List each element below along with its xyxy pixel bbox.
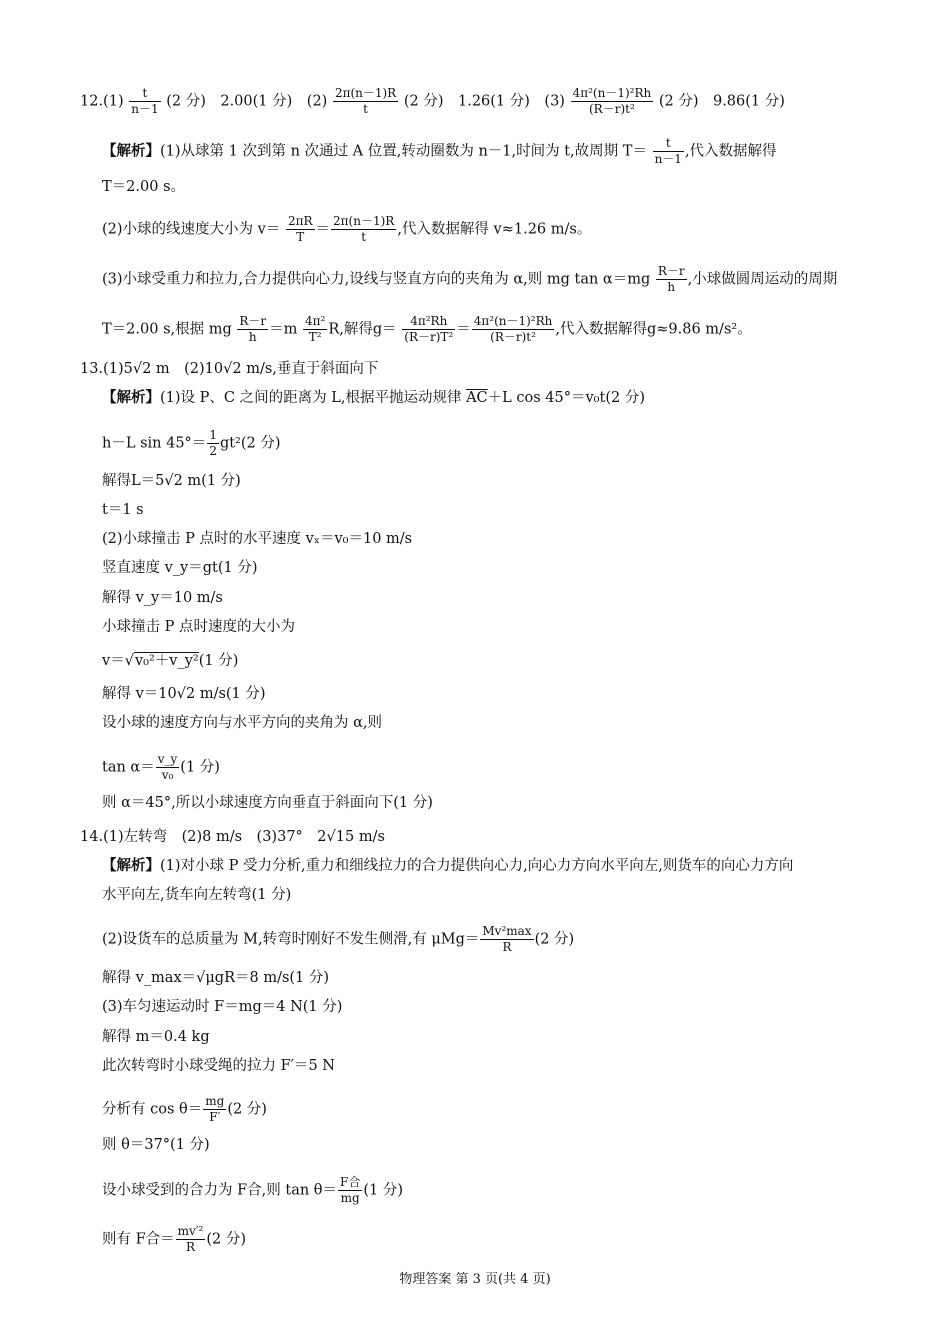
text: v＝√	[102, 653, 134, 669]
text: 则有 F合＝	[102, 1231, 175, 1248]
text: ,代入数据解得g≈9.86 m/s²。	[555, 321, 752, 338]
text: (2)小球的线速度大小为 v＝	[102, 221, 281, 238]
q14-analysis-line4: 解得 v_max＝√μgR＝8 m/s(1 分)	[102, 970, 330, 986]
text: ＋L cos 45°＝v₀t(2 分)	[487, 390, 645, 406]
text: (1)从球第 1 次到第 n 次通过 A 位置,转动圈数为 n－1,时间为 t,故周期 T＝	[160, 143, 647, 160]
q13-answer-line: 13.(1)5√2 m (2)10√2 m/s,垂直于斜面向下	[80, 361, 379, 377]
q14-analysis-line9: 则 θ＝37°(1 分)	[102, 1137, 210, 1153]
q12-analysis-line1	[102, 136, 777, 167]
fraction: $\frac{\text{mv′²}}{R}$	[177, 1224, 204, 1254]
q13-analysis-line13: 则 α＝45°,所以小球速度方向垂直于斜面向下(1 分)	[102, 795, 433, 811]
q14-analysis-line5: (3)车匀速运动时 F＝mg＝4 N(1 分)	[102, 999, 343, 1015]
fraction: $\frac{t}{n-1}$	[654, 136, 682, 166]
q14-analysis-line7: 此次转弯时小球受绳的拉力 F′＝5 N	[102, 1058, 335, 1074]
q14-analysis-line6: 解得 m＝0.4 kg	[102, 1029, 210, 1045]
text: ,代入数据解得	[684, 143, 777, 160]
q13-analysis-line10: 解得 v＝10√2 m/s(1 分)	[102, 686, 266, 702]
text: (2 分)	[206, 1231, 247, 1248]
q13-analysis-line4: t＝1 s	[102, 502, 144, 518]
fraction: $\frac{\text{4π²(n－1)²Rh}}{\text{(R－r)t²}}$	[572, 86, 652, 116]
q12-analysis-line3: (2)小球的线速度大小为 v＝ $\frac{2\pi R}{T}$ ＝ $\frac{2\pi(n-1)R}{t}$ ,代入数据解得 v≈1.26 m/s。	[102, 214, 592, 244]
text: (1)对小球 P 受力分析,重力和细线拉力的合力提供向心力,向心力方向水平向左,则货车的向心力方向	[160, 858, 794, 874]
q13-analysis-line11: 设小球的速度方向与水平方向的夹角为 α,则	[102, 715, 383, 731]
q13-analysis-line12	[102, 752, 220, 783]
text: (2)设货车的总质量为 M,转弯时刚好不发生侧滑,有 μMg＝	[102, 931, 480, 948]
text: ＝m	[269, 321, 298, 338]
fraction: $\frac{\text{4π²}}{\text{T²}}$	[305, 314, 326, 344]
q12-answer-part1: 12.(1)	[80, 93, 124, 110]
fraction: Mv²max R	[482, 924, 532, 954]
fraction: $\frac{\text{4π²Rh}}{\text{(R－r)T²}}$	[404, 314, 454, 344]
q14-analysis-line8	[102, 1094, 267, 1125]
fraction: $\frac{\text{4π²(n－1)²Rh}}{\text{(R－r)t²}}$	[473, 314, 553, 344]
fraction: $\frac{R-r}{h}$	[239, 314, 267, 344]
text: 设小球受到的合力为 F合,则 tan θ＝	[102, 1182, 338, 1199]
q12-analysis-line2: T＝2.00 s。	[102, 179, 186, 195]
text: gt²(2 分)	[219, 435, 281, 452]
q12-answer-part4: (2 分) 9.86(1 分)	[658, 93, 785, 110]
fraction: $\frac{2\pi(n-1)R}{t}$	[333, 214, 395, 244]
q13-analysis-line9	[102, 650, 238, 672]
q13-analysis-line5: (2)小球撞击 P 点时的水平速度 vₓ＝v₀＝10 m/s	[102, 531, 413, 547]
text: ,小球做圆周运动的周期	[687, 271, 838, 288]
text: h－L sin 45°＝	[102, 435, 207, 452]
q14-analysis-line3	[102, 924, 574, 955]
q13-analysis-line6: 竖直速度 v_y＝gt(1 分)	[102, 560, 258, 576]
fraction: F合 mg	[340, 1175, 361, 1205]
fraction: $\frac{t}{n-1}$	[131, 86, 159, 116]
text: (2 分)	[227, 1101, 267, 1118]
analysis-tag: 【解析】	[102, 390, 160, 406]
analysis-tag: 【解析】	[102, 143, 160, 160]
q13-analysis-line7: 解得 v_y＝10 m/s	[102, 590, 223, 606]
text: (3)小球受重力和拉力,合力提供向心力,设线与竖直方向的夹角为 α,则 mg tan α＝mg	[102, 271, 651, 288]
text: tan α＝	[102, 759, 155, 776]
text: (1 分)	[198, 653, 239, 669]
fraction: $\frac{1}{2}$	[209, 428, 217, 458]
q12-analysis-line4	[102, 264, 837, 295]
fraction: $\frac{2\pi(n-1)R}{t}$	[334, 86, 397, 116]
fraction: $\frac{R-r}{h}$	[657, 264, 685, 294]
analysis-tag: 【解析】	[102, 858, 160, 874]
q14-analysis-line1	[102, 855, 793, 877]
text: (1 分)	[363, 1182, 404, 1199]
fraction: $\frac{2\pi R}{T}$	[287, 214, 313, 244]
q12-answer-line	[80, 86, 785, 117]
q13-analysis-line1	[102, 387, 645, 409]
text: (2 分)	[534, 931, 575, 948]
q13-analysis-line8: 小球撞击 P 点时速度的大小为	[102, 619, 295, 635]
q14-answer-line: 14.(1)左转弯 (2)8 m/s (3)37° 2√15 m/s	[80, 829, 385, 845]
radicand: v₀²＋v_y²	[134, 653, 199, 669]
q12-analysis-line5: T＝2.00 s,根据 mg $\frac{R-r}{h}$ ＝m $\frac{\text{4π²}}{\text{T²}}$ R,解得g＝ $\frac{\text{4π²Rh}}{\text{(R－r)T²}}$ ＝ $\frac{\text{4π²(n－1)²Rh}}{\text{(R－r)t²}}$ ,代入数据解得g≈9.86 m/s²。	[102, 314, 752, 344]
segment-ac: $\overline{AC}$	[466, 390, 488, 406]
q14-analysis-line11	[102, 1224, 246, 1255]
fraction: $\frac{v\_y}{\text{v₀}}$	[157, 752, 178, 782]
text: (1 分)	[180, 759, 220, 776]
q13-analysis-line3: 解得L＝5√2 m(1 分)	[102, 473, 241, 489]
q12-answer-part3: (2 分) 1.26(1 分) (3)	[403, 93, 565, 110]
q14-analysis-line10	[102, 1175, 403, 1206]
q14-analysis-line2: 水平向左,货车向左转弯(1 分)	[102, 887, 292, 903]
page-footer: 物理答案 第 3 页(共 4 页)	[399, 1272, 551, 1287]
fraction: $\frac{mg}{F'}$	[205, 1094, 225, 1124]
text: (1)设 P、C 之间的距离为 L,根据平抛运动规律	[160, 390, 462, 406]
q12-answer-part2: (2 分) 2.00(1 分) (2)	[166, 93, 328, 110]
q13-analysis-line2	[102, 428, 281, 459]
text: ,代入数据解得 v≈1.26 m/s。	[397, 221, 592, 238]
text: 分析有 cos θ＝	[102, 1101, 203, 1118]
text: T＝2.00 s,根据 mg	[102, 321, 232, 338]
text: R,解得g＝	[328, 321, 397, 338]
